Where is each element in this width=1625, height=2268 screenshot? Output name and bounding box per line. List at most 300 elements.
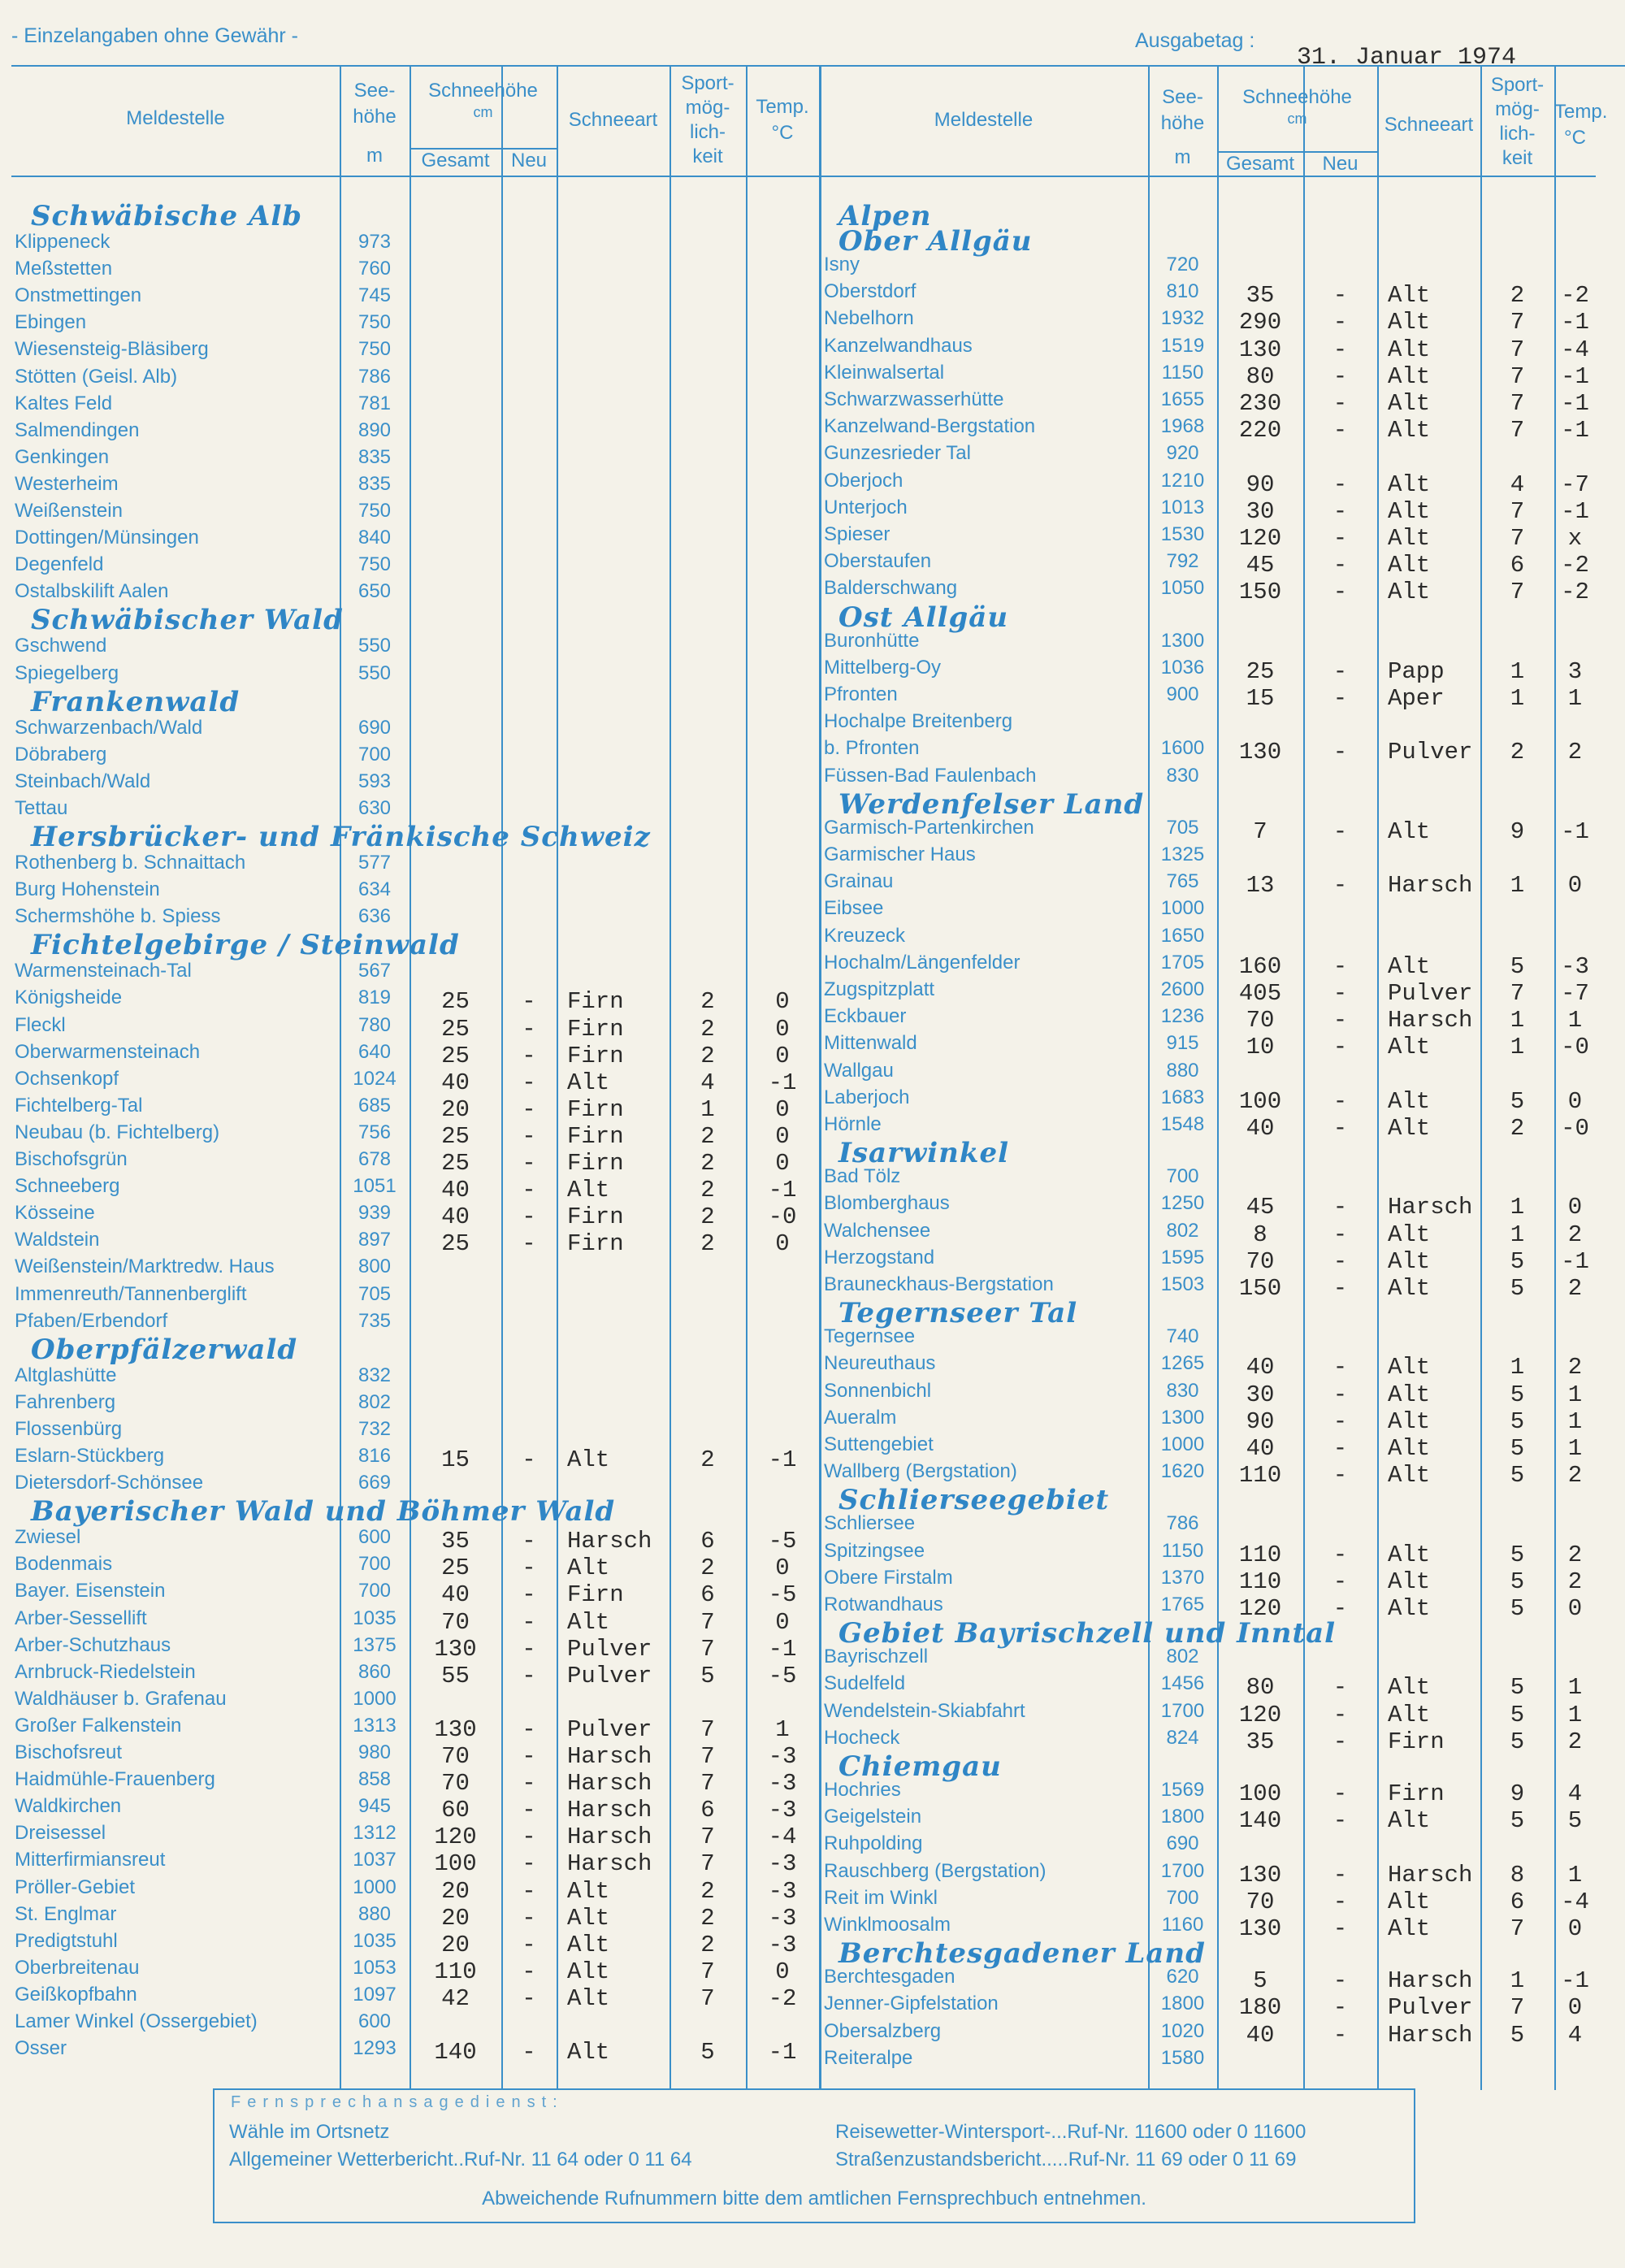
temperature: 1	[1567, 1407, 1583, 1435]
altitude: 700	[358, 743, 392, 765]
snow-new: -	[522, 1581, 536, 1609]
header-snow-new: Neu	[510, 150, 548, 171]
altitude: 750	[358, 338, 392, 361]
table-row	[819, 1779, 1596, 1806]
table-row	[11, 2010, 819, 2037]
sport-rating: 5	[1510, 1701, 1525, 1728]
snow-type: Alt	[567, 1984, 610, 2012]
section-title: Berchtesgadener Land	[838, 1937, 1206, 1971]
snow-type: Harsch	[1388, 1007, 1473, 1034]
temperature: 1	[1567, 1674, 1583, 1702]
station-name: Tegernsee	[824, 1325, 916, 1348]
sport-rating: 6	[700, 1581, 715, 1609]
header-altitude-unit: m	[366, 145, 383, 167]
snow-new: -	[522, 1528, 536, 1555]
snow-new: -	[522, 1446, 536, 1473]
altitude: 824	[1166, 1726, 1199, 1749]
header-temp	[746, 94, 819, 203]
phone-service-box	[213, 2088, 1415, 2223]
snow-new: -	[1332, 417, 1348, 444]
snow-new: -	[1332, 2021, 1348, 2049]
table-row	[819, 577, 1596, 604]
altitude: 819	[358, 987, 392, 1009]
table-row	[819, 415, 1596, 442]
table-row	[11, 1715, 819, 1741]
sport-rating: 5	[1510, 1541, 1525, 1568]
snow-new: -	[1332, 1780, 1348, 1807]
station-name: Hochalm/Längenfelder	[824, 951, 1020, 974]
sport-rating: 7	[1510, 579, 1525, 606]
table-row	[11, 392, 819, 419]
altitude: 1519	[1160, 334, 1205, 357]
header-station: Meldestelle	[934, 109, 1034, 131]
station-name: Bischofsgrün	[15, 1148, 128, 1170]
table-row	[11, 1445, 819, 1472]
station-name: Pfaben/Erbendorf	[15, 1309, 168, 1332]
sport-rating: 2	[700, 1150, 715, 1177]
altitude: 880	[358, 1902, 392, 1925]
temperature: -7	[1561, 471, 1589, 498]
table-row	[819, 1860, 1596, 1887]
sport-rating: 7	[1510, 417, 1525, 444]
altitude: 1037	[353, 1849, 396, 1871]
station-name: Schwarzenbach/Wald	[15, 716, 203, 739]
header-rule	[819, 176, 1596, 177]
snow-total: 40	[441, 1069, 470, 1096]
table-row	[11, 905, 819, 932]
temperature: -7	[1561, 980, 1589, 1007]
snow-type: Alt	[1388, 1221, 1431, 1248]
table-row	[11, 878, 819, 905]
snow-type: Alt	[1388, 1701, 1431, 1728]
station-name: Bayer. Eisenstein	[15, 1580, 166, 1602]
snow-new: -	[522, 1797, 536, 1824]
section-title: Isarwinkel	[838, 1137, 1009, 1170]
temperature: 0	[775, 1608, 790, 1636]
sport-rating: 5	[1510, 1595, 1525, 1622]
table-row	[819, 765, 1596, 791]
table-row	[819, 1966, 1596, 1993]
sport-rating: 8	[1510, 1861, 1525, 1889]
section-title: Gebiet Bayrischzell und Inntal	[838, 1617, 1337, 1650]
snow-new: -	[1332, 1007, 1348, 1034]
snow-total: 140	[1238, 1807, 1282, 1835]
table-row	[11, 1364, 819, 1391]
snow-total: 35	[441, 1528, 470, 1555]
section-title: Bayerischer Wald und Böhmer Wald	[31, 1495, 616, 1529]
altitude: 800	[358, 1255, 392, 1278]
table-row	[819, 442, 1596, 469]
snow-new: -	[1332, 1087, 1348, 1115]
section-title: Frankenwald	[31, 685, 240, 718]
header-sport-2: mög-	[685, 97, 730, 119]
altitude: 1097	[353, 1983, 396, 2006]
snow-total: 110	[1238, 1541, 1282, 1568]
temperature: 2	[1567, 1541, 1583, 1568]
station-name: Haidmühle-Frauenberg	[15, 1768, 215, 1791]
sport-rating: 2	[700, 1015, 715, 1043]
snow-new: -	[522, 1015, 536, 1043]
altitude: 1325	[1160, 843, 1205, 865]
snow-type: Alt	[567, 1931, 610, 1958]
station-name: Ruhpolding	[824, 1832, 923, 1855]
snow-type: Alt	[1388, 552, 1431, 579]
snow-total: 100	[1238, 1087, 1282, 1115]
table-row	[11, 1661, 819, 1688]
snow-type: Alt	[1388, 362, 1431, 390]
sport-rating: 1	[1510, 1007, 1525, 1034]
snow-new: -	[522, 1095, 536, 1123]
table-row	[11, 1580, 819, 1607]
snow-total: 120	[1238, 1595, 1282, 1622]
snow-type: Firn	[567, 1042, 624, 1069]
station-name: Dreisessel	[15, 1822, 106, 1845]
station-name: Waldhäuser b. Grafenau	[15, 1687, 227, 1710]
sport-rating: 7	[1510, 309, 1525, 336]
snow-type: Alt	[1388, 1541, 1431, 1568]
table-row	[819, 335, 1596, 362]
altitude: 1150	[1161, 1539, 1204, 1562]
station-name: Dottingen/Münsingen	[15, 527, 199, 549]
snow-total: 40	[1246, 1435, 1275, 1462]
section-title: Schwäbische Alb	[31, 200, 303, 232]
station-name: Döbraberg	[15, 743, 107, 765]
table-row	[11, 1957, 819, 1984]
snow-type: Alt	[1388, 952, 1431, 980]
station-name: Neureuthaus	[824, 1352, 936, 1375]
altitude: 2600	[1160, 978, 1205, 1000]
table-row	[11, 258, 819, 284]
snow-total: 70	[1246, 1247, 1275, 1275]
station-name: Meßstetten	[15, 258, 113, 280]
station-name: Flossenbürg	[15, 1417, 123, 1440]
altitude: 1013	[1160, 496, 1205, 518]
snow-total: 140	[434, 2039, 477, 2066]
altitude: 1705	[1160, 951, 1205, 974]
header-snow-depth-1: Schneehöhe	[1242, 86, 1352, 108]
station-name: Sudelfeld	[824, 1672, 906, 1695]
station-name: Spieser	[824, 523, 890, 545]
table-row	[819, 1325, 1596, 1352]
snow-type: Pulver	[567, 1662, 652, 1689]
sport-rating: 5	[1510, 1568, 1525, 1595]
altitude: 732	[358, 1417, 392, 1440]
snow-total: 180	[1238, 1994, 1282, 2022]
station-name: Königsheide	[15, 987, 123, 1009]
altitude: 640	[358, 1040, 392, 1063]
station-name: Buronhütte	[824, 629, 920, 652]
snow-new: -	[1332, 1595, 1348, 1622]
altitude: 567	[358, 960, 392, 982]
altitude: 735	[358, 1309, 392, 1332]
station-name: Weißenstein	[15, 500, 123, 522]
temperature: -1	[1561, 362, 1589, 390]
header-altitude-unit: m	[1174, 146, 1191, 168]
sport-rating: 5	[1510, 1381, 1525, 1408]
snow-type: Alt	[1388, 1807, 1431, 1835]
altitude: 816	[358, 1445, 392, 1467]
section-title: Schwäbischer Wald	[31, 604, 344, 637]
altitude: 1370	[1160, 1566, 1205, 1589]
section-title: Tegernseer Tal	[838, 1297, 1078, 1330]
snow-total: 40	[441, 1177, 470, 1204]
station-name: Tettau	[15, 796, 68, 819]
temperature: 0	[1567, 1087, 1583, 1115]
snow-type: Firn	[1388, 1780, 1445, 1807]
table-row	[819, 307, 1596, 334]
station-name: Hörnle	[824, 1113, 882, 1135]
sport-rating: 5	[1510, 1087, 1525, 1115]
snow-total: 90	[1246, 471, 1275, 498]
snow-type: Harsch	[1388, 872, 1473, 900]
snow-type: Firn	[567, 1203, 624, 1231]
altitude: 690	[358, 716, 392, 739]
altitude: 636	[358, 905, 392, 928]
sport-rating: 5	[1510, 1275, 1525, 1302]
snow-total: 20	[441, 1877, 470, 1905]
sport-rating: 1	[1510, 1221, 1525, 1248]
header-snow-unit: cm	[1287, 111, 1307, 127]
altitude: 786	[1166, 1512, 1199, 1535]
altitude: 1655	[1160, 388, 1205, 410]
snow-subrule	[1217, 151, 1377, 153]
snow-new: -	[522, 1069, 536, 1096]
section-title: Ost Allgäu	[838, 601, 1009, 634]
snow-type: Firn	[567, 1095, 624, 1123]
station-name: Kleinwalsertal	[824, 361, 945, 384]
altitude: 1375	[353, 1633, 396, 1656]
snow-total: 25	[441, 1150, 470, 1177]
temperature: 2	[1567, 1568, 1583, 1595]
table-row	[11, 1526, 819, 1553]
altitude: 1503	[1160, 1273, 1205, 1295]
dial-local: Wähle im Ortsnetz	[229, 2121, 390, 2143]
station-name: Ochsenkopf	[15, 1067, 119, 1090]
temperature: 1	[1567, 1381, 1583, 1408]
station-name: Stötten (Geisl. Alb)	[15, 365, 178, 388]
table-row	[819, 470, 1596, 497]
altitude: 1595	[1160, 1246, 1205, 1268]
table-row	[819, 1086, 1596, 1113]
altitude: 1265	[1160, 1352, 1205, 1375]
table-row	[11, 1283, 819, 1310]
snow-type: Aper	[1388, 685, 1445, 712]
snow-type: Alt	[567, 1177, 610, 1204]
station-name: Laberjoch	[824, 1086, 910, 1108]
snow-new: -	[1332, 1034, 1348, 1061]
temperature: -2	[1561, 552, 1589, 579]
station-name: Mittenwald	[824, 1032, 917, 1055]
altitude: 678	[358, 1148, 392, 1170]
snow-new: -	[1332, 1861, 1348, 1889]
station-name: Schermshöhe b. Spiess	[15, 905, 221, 928]
snow-new: -	[522, 2039, 536, 2066]
snow-new: -	[1332, 1967, 1348, 1995]
snow-type: Alt	[1388, 309, 1431, 336]
temperature: -1	[1561, 817, 1589, 845]
header-sport-1: Sport-	[681, 72, 734, 94]
table-row	[819, 817, 1596, 843]
table-row	[11, 580, 819, 607]
header-temp-1: Temp.	[756, 96, 809, 118]
header-temp-2: °C	[1564, 127, 1586, 149]
table-row	[11, 284, 819, 311]
altitude: 1051	[353, 1175, 396, 1198]
snow-total: 150	[1238, 1275, 1282, 1302]
snow-type: Alt	[1388, 1888, 1431, 1915]
table-row	[819, 1672, 1596, 1702]
altitude: 1000	[353, 1687, 396, 1710]
snow-total: 220	[1238, 417, 1282, 444]
header-sport-1: Sport-	[1490, 74, 1545, 96]
altitude: 593	[358, 770, 392, 792]
altitude: 1683	[1160, 1086, 1205, 1108]
temperature: 2	[1567, 1462, 1583, 1490]
table-row	[819, 1460, 1596, 1490]
section-title: Hersbrücker- und Fränkische Schweiz	[31, 821, 651, 853]
snow-new: -	[522, 1230, 536, 1258]
altitude: 1000	[1160, 897, 1205, 920]
table-row	[819, 630, 1596, 657]
altitude: 1600	[1160, 737, 1205, 760]
altitude: 1300	[1160, 1406, 1205, 1429]
snow-new: -	[1332, 817, 1348, 845]
snow-total: 70	[441, 1608, 470, 1636]
disclaimer: - Einzelangaben ohne Gewähr -	[11, 24, 299, 47]
altitude: 760	[358, 258, 392, 280]
snow-type: Alt	[1388, 1115, 1431, 1142]
station-name: Genkingen	[15, 445, 110, 468]
sport-rating: 1	[1510, 1194, 1525, 1221]
snow-new: -	[1332, 1221, 1348, 1248]
station-name: b. Pfronten	[824, 737, 920, 760]
header-temp-2: °C	[771, 122, 794, 144]
temperature: -0	[768, 1203, 797, 1231]
snow-new: -	[1332, 1701, 1348, 1728]
header-altitude-1: See-	[1162, 86, 1203, 108]
snow-type: Harsch	[1388, 1194, 1473, 1221]
snow-new: -	[1332, 497, 1348, 525]
snow-type: Harsch	[567, 1743, 652, 1770]
altitude: 915	[1166, 1032, 1199, 1055]
snow-subrule	[410, 148, 557, 150]
snow-new: -	[522, 1984, 536, 2012]
temperature: -0	[1561, 1115, 1589, 1142]
sport-rating: 2	[700, 1203, 715, 1231]
header-snow-type: Schneeart	[568, 109, 658, 131]
station-name: Altglashütte	[15, 1364, 117, 1386]
snow-type: Alt	[1388, 525, 1431, 552]
temperature: 0	[1567, 1595, 1583, 1622]
temperature: 1	[1567, 1435, 1583, 1462]
snow-new: -	[1332, 552, 1348, 579]
temperature: -1	[768, 2039, 797, 2066]
altitude: 1700	[1160, 1859, 1205, 1882]
table-row	[819, 1113, 1596, 1140]
snow-type: Alt	[567, 1608, 610, 1636]
station-name: Aueralm	[824, 1406, 897, 1429]
temperature: -3	[768, 1931, 797, 1958]
temperature: -3	[768, 1770, 797, 1797]
station-name: Eibsee	[824, 897, 884, 920]
road-report: Straßenzustandsbericht.....Ruf-Nr. 11 69 oder 0 11 69	[835, 2149, 1297, 2170]
station-name: Arber-Sessellift	[15, 1607, 147, 1629]
altitude: 1000	[1160, 1433, 1205, 1455]
snow-total: 20	[441, 1931, 470, 1958]
altitude: 939	[358, 1202, 392, 1225]
sport-rating: 2	[700, 1555, 715, 1582]
general-weather: Allgemeiner Wetterbericht..Ruf-Nr. 11 64 oder 0 11 64	[229, 2149, 692, 2170]
header-rule	[11, 176, 819, 177]
station-name: Schwarzwasserhütte	[824, 388, 1004, 410]
table-row	[819, 952, 1596, 978]
temperature: -1	[1561, 1967, 1589, 1995]
snow-new: -	[1332, 1541, 1348, 1568]
table-row	[819, 1005, 1596, 1032]
station-name: Gschwend	[15, 635, 107, 657]
table-row	[819, 280, 1596, 310]
sport-rating: 5	[1510, 1435, 1525, 1462]
issue-date: 31. Januar 1974	[1297, 44, 1517, 72]
temperature: -1	[768, 1635, 797, 1663]
header-temp-1: Temp.	[1554, 101, 1608, 123]
table-row	[11, 1255, 819, 1282]
snow-type: Alt	[1388, 417, 1431, 444]
altitude: 1700	[1160, 1699, 1205, 1722]
temperature: 2	[1567, 1354, 1583, 1381]
station-name: Wendelstein-Skiabfahrt	[824, 1699, 1025, 1722]
section-title: Chiemgau	[838, 1750, 1002, 1783]
table-row	[11, 553, 819, 580]
snow-total: 35	[1246, 1728, 1275, 1755]
table-row	[11, 419, 819, 446]
altitude: 890	[358, 418, 392, 441]
table-row	[11, 311, 819, 338]
table-row	[819, 1407, 1596, 1433]
station-name: Geißkopfbahn	[15, 1983, 137, 2006]
station-name: Warmensteinach-Tal	[15, 960, 192, 982]
snow-type: Alt	[567, 1446, 610, 1473]
sport-rating: 7	[1510, 336, 1525, 363]
station-name: Brauneckhaus-Bergstation	[824, 1273, 1054, 1295]
altitude: 750	[358, 500, 392, 522]
snow-new: -	[1332, 1728, 1348, 1755]
snow-new: -	[1332, 282, 1348, 310]
sport-rating: 5	[1510, 1728, 1525, 1755]
station-name: Walchensee	[824, 1219, 931, 1242]
sport-rating: 6	[700, 1797, 715, 1824]
station-name: Kaltes Feld	[15, 392, 113, 414]
station-name: Arnbruck-Riedelstein	[15, 1660, 196, 1683]
snow-total: 110	[1238, 1462, 1282, 1490]
table-row	[11, 717, 819, 744]
snow-total: 110	[434, 1958, 477, 1985]
station-name: Reiteralpe	[824, 2046, 913, 2069]
altitude: 1035	[353, 1929, 396, 1952]
table-row	[819, 2047, 1596, 2074]
temperature: -4	[1561, 1888, 1589, 1915]
station-name: Oberstaufen	[824, 550, 932, 573]
table-row	[11, 1822, 819, 1849]
table-row	[11, 338, 819, 365]
temperature: 2	[1567, 1728, 1583, 1755]
sport-rating: 5	[1510, 2021, 1525, 2049]
station-name: Großer Falkenstein	[15, 1714, 182, 1737]
snow-new: -	[1332, 1994, 1348, 2022]
snow-type: Alt	[567, 1877, 610, 1905]
snow-type: Alt	[1388, 1435, 1431, 1462]
altitude: 720	[1166, 254, 1199, 275]
